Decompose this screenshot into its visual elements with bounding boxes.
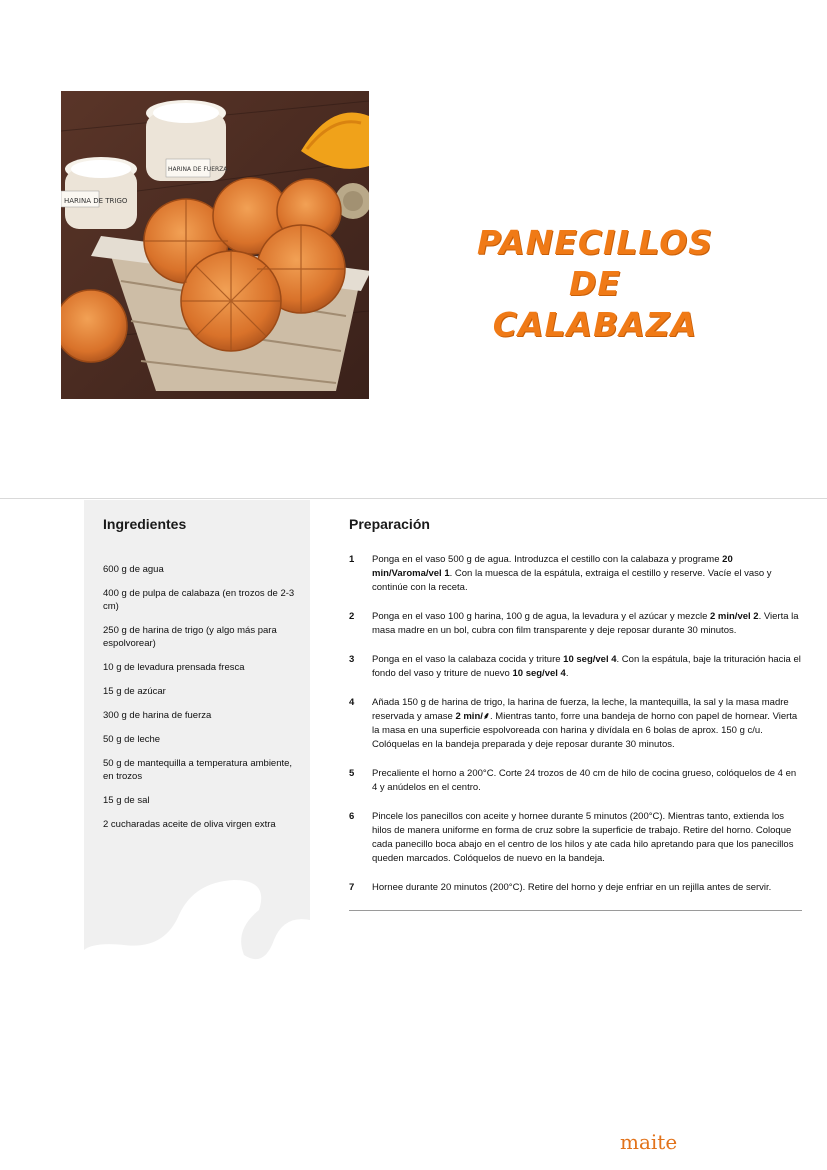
step-number: 4 (349, 697, 355, 708)
brand-logo: maite (620, 1130, 678, 1154)
step-text: Añada 150 g de harina de trigo, la harina de fuerza, la leche, la mantequilla, la sal y la masa madre reservada y amase 2 min/⸙. Mientras tanto, forre una bandeja de horno con papel de hornear. Vierta la masa en una superficie espolvoreada con harina y divídala en 6 bolas de aprox. 150 g c/u. Colóquelas en la bandeja preparada y deje reposar durante 30 minutos. (372, 697, 798, 750)
ingredient-item: 50 g de leche (103, 734, 161, 745)
section-divider (0, 498, 827, 499)
jar-label-right: HARINA DE FUERZA (168, 166, 228, 173)
ingredient-item: 2 cucharadas aceite de oliva virgen extra (103, 819, 276, 830)
ingredient-item: 50 g de mantequilla a temperatura ambiente, en trozos (103, 758, 293, 782)
ingredient-item: 15 g de sal (103, 795, 150, 806)
ingredients-list (103, 563, 298, 842)
title-line-3: CALABAZA (492, 305, 698, 344)
title-line-1: PANECILLOS (476, 223, 714, 262)
step-number: 2 (349, 611, 355, 622)
step-text: Pincele los panecillos con aceite y hornee durante 5 minutos (200°C). Mientras tanto, extienda los hilos de manera uniforme en forma de cruz sobre la superficie de trabajo. Retire del horno. Coloque cada panecillo boca abajo en el centro de los hilos y ate cada hilo apretando para que los panecillos queden marcados. Colóquelos de nuevo en la bandeja. (372, 811, 794, 864)
title-line-2: DE (569, 264, 621, 303)
ingredient-item: 400 g de pulpa de calabaza (en trozos de 2-3 cm) (103, 588, 295, 612)
step-number: 3 (349, 654, 355, 665)
step-number: 6 (349, 811, 355, 822)
panel-decorative-shape (84, 860, 310, 970)
ingredient-item: 10 g de levadura prensada fresca (103, 662, 245, 673)
preparation-step (349, 653, 804, 681)
step-text: Hornee durante 20 minutos (200°C). Retire del horno y deje enfriar en un rejilla antes de servir. (372, 882, 772, 893)
ingredient-item: 600 g de agua (103, 564, 164, 575)
preparation-step (349, 810, 804, 866)
ingredient-item: 300 g de harina de fuerza (103, 710, 212, 721)
step-number: 1 (349, 554, 355, 565)
step-number: 5 (349, 768, 355, 779)
steps-end-divider (349, 910, 802, 911)
recipe-photo (61, 91, 369, 399)
recipe-title (430, 222, 760, 345)
ingredient-item: 250 g de harina de trigo (y algo más para espolvorear) (103, 625, 277, 649)
preparation-step (349, 767, 804, 795)
preparation-step (349, 553, 804, 595)
pumpkin-buns-illustration (61, 91, 369, 399)
preparation-heading: Preparación (349, 516, 430, 532)
jar-label-left: HARINA DE TRIGO (64, 197, 128, 205)
ingredient-item: 15 g de azúcar (103, 686, 166, 697)
step-text: Precaliente el horno a 200°C. Corte 24 trozos de 40 cm de hilo de cocina grueso, colóquelos de 4 en 4 y anúdelos en el centro. (372, 768, 797, 793)
preparation-steps (349, 553, 804, 910)
ingredients-heading: Ingredientes (103, 516, 187, 532)
step-number: 7 (349, 882, 355, 893)
preparation-step (349, 696, 804, 752)
step-text: Ponga en el vaso 100 g harina, 100 g de agua, la levadura y el azúcar y mezcle 2 min/vel 2. Vierta la masa madre en un bol, cubra con film transparente y deje reposar durante 30 minutos. (372, 611, 799, 636)
preparation-step (349, 610, 804, 638)
step-text: Ponga en el vaso 500 g de agua. Introduzca el cestillo con la calabaza y programe 20 min/Varoma/vel 1. Con la muesca de la espátula, extraiga el cestillo y reserve. Vacíe el vaso y continúe con la receta. (372, 554, 772, 593)
preparation-step (349, 881, 804, 895)
step-text: Ponga en el vaso la calabaza cocida y triture 10 seg/vel 4. Con la espátula, baje la trituración hacia el fondo del vaso y triture de nuevo 10 seg/vel 4. (372, 654, 801, 679)
